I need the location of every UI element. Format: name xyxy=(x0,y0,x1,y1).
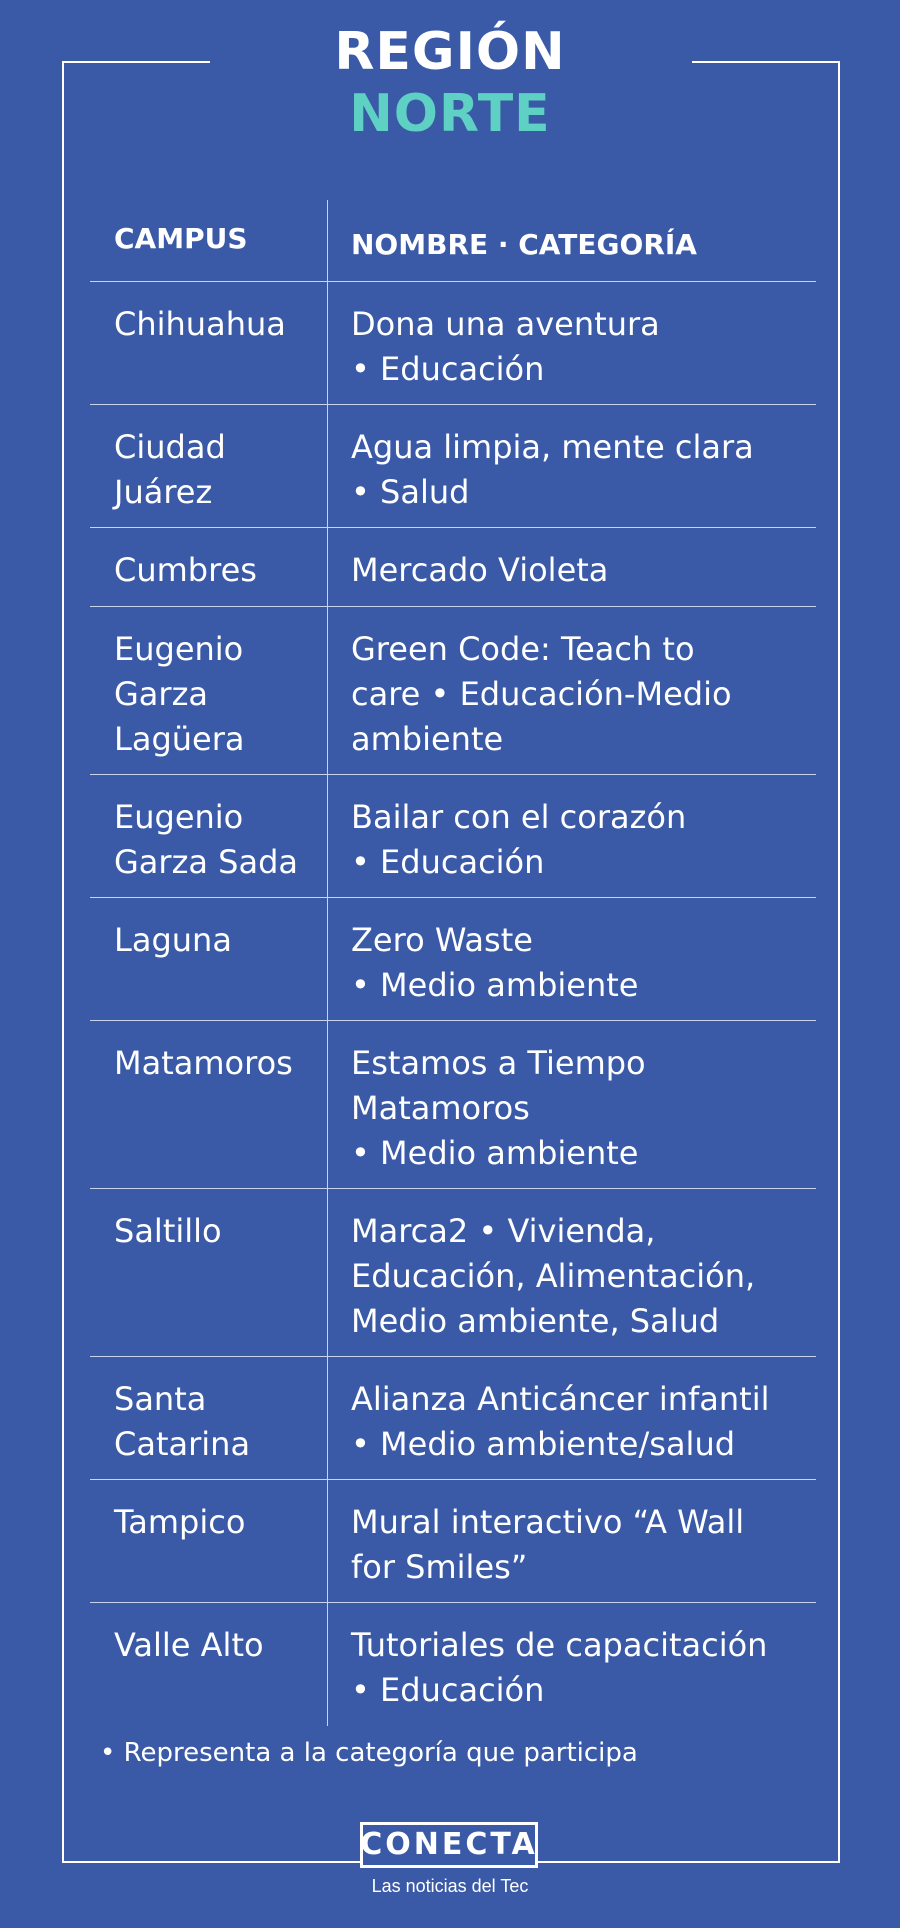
conecta-logo-text: CONECTA xyxy=(360,1827,538,1862)
campus-cell: Santa Catarina xyxy=(114,1380,251,1463)
page-title-region: REGIÓN xyxy=(334,22,566,82)
table-row xyxy=(90,1480,816,1603)
campus-cell: Laguna xyxy=(114,921,232,959)
campus-cell: Tampico xyxy=(114,1503,246,1541)
project-cell: Mural interactivo “A Wall for Smiles” xyxy=(351,1503,745,1586)
project-cell: Estamos a Tiempo Matamoros • Medio ambiente xyxy=(351,1044,646,1172)
frame-left-line xyxy=(62,61,64,1863)
project-cell: Tutoriales de capacitación • Educación xyxy=(351,1626,768,1709)
project-cell: Green Code: Teach to care • Educación-Medio ambiente xyxy=(351,630,732,758)
campus-cell: Eugenio Garza Sada xyxy=(114,798,298,881)
project-cell: Dona una aventura • Educación xyxy=(351,305,660,388)
table-row xyxy=(90,1357,816,1480)
column-header-nombre-categoria: NOMBRE · CATEGORÍA xyxy=(351,228,697,261)
column-header-campus: CAMPUS xyxy=(114,222,248,255)
project-cell: Mercado Violeta xyxy=(351,551,609,589)
conecta-logo xyxy=(360,1822,538,1868)
project-cell: Agua limpia, mente clara • Salud xyxy=(351,428,754,511)
table-row xyxy=(90,607,816,775)
project-cell: Alianza Anticáncer infantil • Medio ambiente/salud xyxy=(351,1380,770,1463)
campus-cell: Valle Alto xyxy=(114,1626,264,1664)
table-row xyxy=(90,528,816,607)
project-cell: Marca2 • Vivienda, Educación, Alimentación, Medio ambiente, Salud xyxy=(351,1212,756,1340)
table-row xyxy=(90,1021,816,1189)
campus-cell: Matamoros xyxy=(114,1044,293,1082)
project-cell: Bailar con el corazón • Educación xyxy=(351,798,687,881)
table-row xyxy=(90,405,816,528)
frame-right-line xyxy=(838,61,840,1863)
table-row xyxy=(90,282,816,405)
logo-tagline: Las noticias del Tec xyxy=(371,1876,529,1896)
table-row xyxy=(90,1189,816,1357)
campus-cell: Ciudad Juárez xyxy=(114,428,226,511)
campus-cell: Saltillo xyxy=(114,1212,222,1250)
table-row xyxy=(90,775,816,898)
table-row xyxy=(90,898,816,1021)
campus-cell: Cumbres xyxy=(114,551,257,589)
table-header-row xyxy=(90,200,816,282)
campus-cell: Chihuahua xyxy=(114,305,286,343)
page-title-norte: NORTE xyxy=(349,84,551,144)
category-footnote: • Representa a la categoría que participa xyxy=(100,1738,638,1768)
table-row xyxy=(90,1603,816,1726)
column-divider xyxy=(327,200,328,1726)
campus-cell: Eugenio Garza Lagüera xyxy=(114,630,245,758)
project-cell: Zero Waste • Medio ambiente xyxy=(351,921,639,1004)
